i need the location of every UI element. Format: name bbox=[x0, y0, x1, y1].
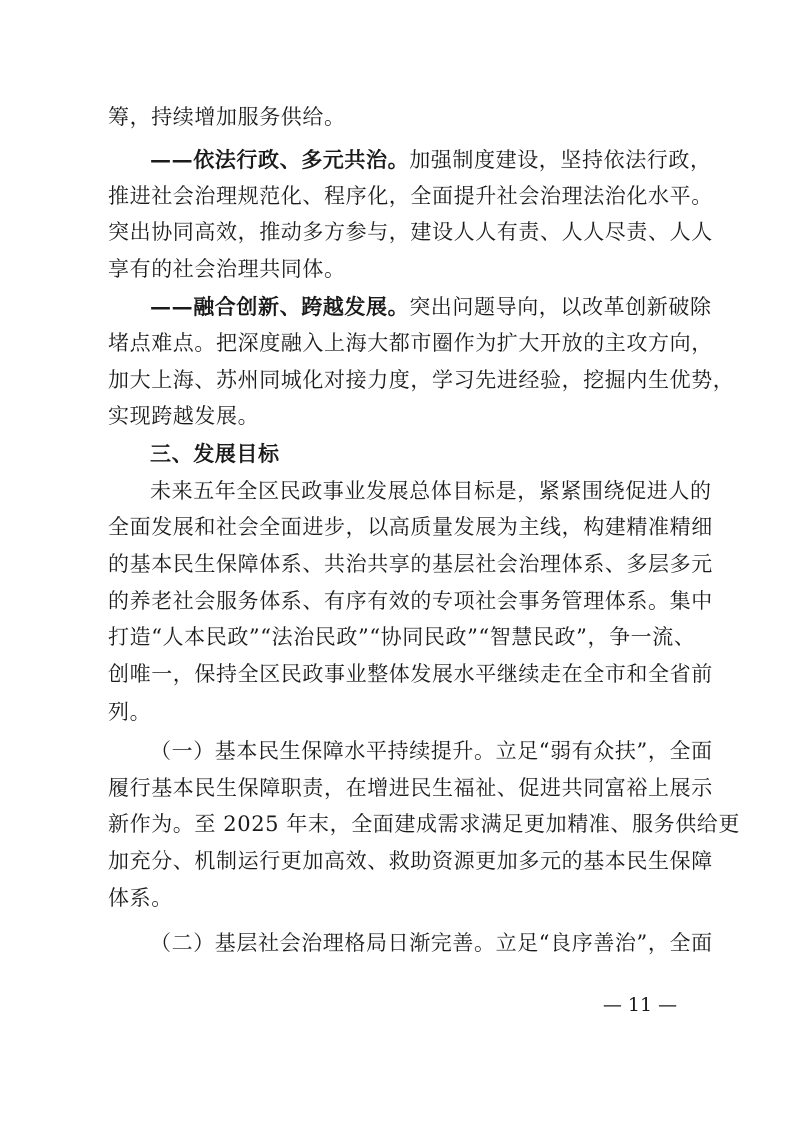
text-run: 加强制度建设，坚持依法行政， bbox=[409, 148, 712, 172]
text-line: 创唯一，保持全区民政事业整体发展水平继续走在全市和全省前 bbox=[108, 662, 713, 686]
text-line: 体系。 bbox=[108, 886, 173, 910]
text-line: 未来五年全区民政事业发展总体目标是，紧紧围绕促进人的 bbox=[150, 479, 712, 503]
text-line: 突出协同高效，推动多方参与，建设人人有责、人人尽责、人人 bbox=[108, 220, 713, 244]
text-line: 的基本民生保障体系、共治共享的基层社会治理体系、多层多元 bbox=[108, 552, 713, 576]
bold-lead: ——依法行政、多元共治。 bbox=[150, 147, 410, 172]
text-line: 列。 bbox=[108, 700, 152, 724]
text-line: 全面发展和社会全面进步，以高质量发展为主线，构建精准精细 bbox=[108, 515, 713, 539]
text-line: 的养老社会服务体系、有序有效的专项社会事务管理体系。集中 bbox=[108, 589, 713, 613]
text-line: 享有的社会治理共同体。 bbox=[108, 257, 346, 281]
section-heading: 三、发展目标 bbox=[150, 441, 280, 466]
text-line: （二）基层社会治理格局日渐完善。立足“良序善治”，全面 bbox=[150, 931, 713, 955]
text-run: 突出问题导向，以改革创新破除 bbox=[409, 295, 712, 319]
text-line: 筹，持续增加服务供给。 bbox=[108, 105, 346, 129]
text-line bbox=[150, 294, 712, 320]
text-line: 推进社会治理规范化、程序化，全面提升社会治理法治化水平。 bbox=[108, 184, 713, 208]
text-line: 加大上海、苏州同城化对接力度，学习先进经验，挖掘内生优势， bbox=[108, 368, 735, 392]
text-line: 新作为。至 2025 年末，全面建成需求满足更加精准、服务供给更 bbox=[108, 812, 740, 836]
text-line: 加充分、机制运行更加高效、救助资源更加多元的基本民生保障 bbox=[108, 849, 713, 873]
text-line: 打造“人本民政”“法治民政”“协同民政”“智慧民政”，争一流、 bbox=[108, 625, 696, 649]
bold-lead: ——融合创新、跨越发展。 bbox=[150, 294, 410, 319]
page-number: — 11 — bbox=[602, 994, 678, 1016]
text-line: （一）基本民生保障水平持续提升。立足“弱有众扶”，全面 bbox=[150, 739, 713, 763]
text-line: 履行基本民生保障职责，在增进民生福祉、促进共同富裕上展示 bbox=[108, 776, 713, 800]
text-line bbox=[150, 147, 712, 173]
text-line: 实现跨越发展。 bbox=[108, 404, 260, 428]
text-line: 堵点难点。把深度融入上海大都市圈作为扩大开放的主攻方向， bbox=[108, 331, 713, 355]
